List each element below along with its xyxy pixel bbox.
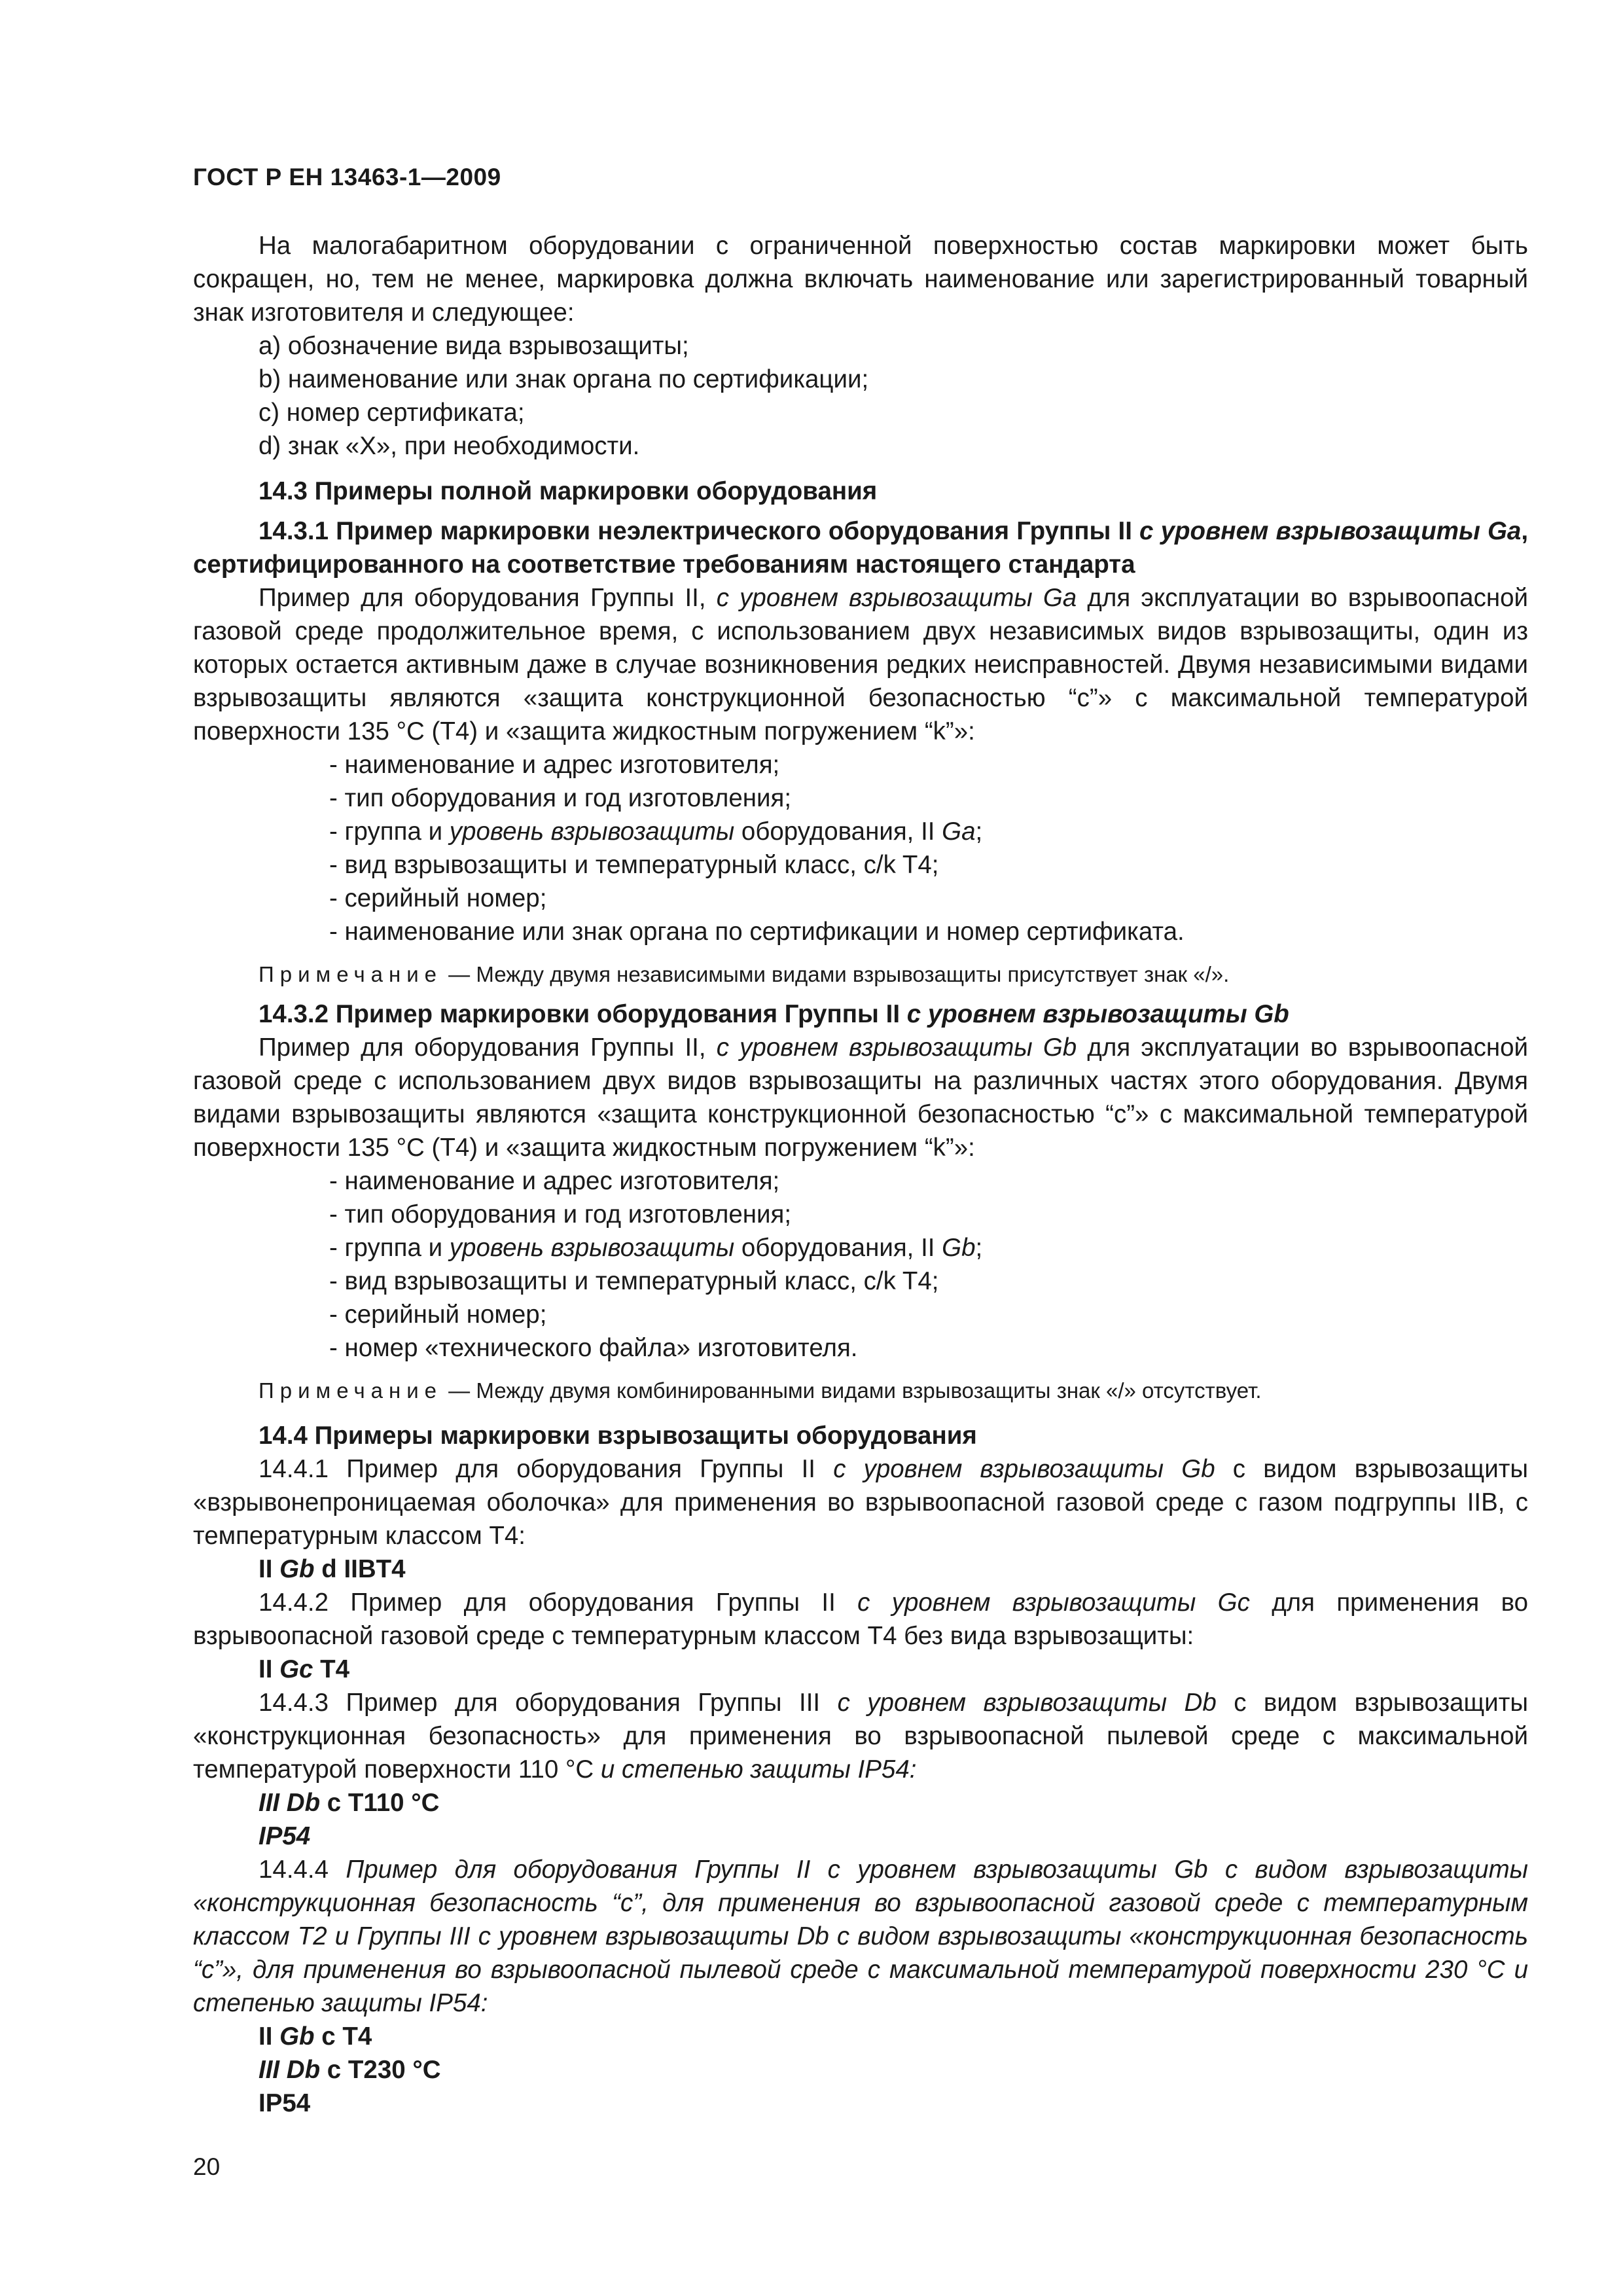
document-header: ГОСТ Р ЕН 13463-1—2009 <box>193 164 501 190</box>
section-heading-14-3-2: 14.3.2 Пример маркировки оборудования Группы II с уровнем взрывозащиты Gb <box>259 1000 1289 1028</box>
dash-item: - номер «технического файла» изготовителя. <box>329 1334 858 1362</box>
marking-line: III Db c T110 °C <box>259 1789 440 1817</box>
document-body <box>193 229 1528 2120</box>
section-heading-14-3: 14.3 Примеры полной маркировки оборудования <box>259 477 878 505</box>
intro-list-item: d) знак «X», при необходимости. <box>259 432 640 460</box>
example-14-4-3: 14.4.3 Пример для оборудования Группы III с уровнем взрывозащиты Db с видом взрывозащиты «конструкционная безопасность» для применения во взрывоопасной пылевой среде с максимальной температурой поверхности 110 °С и степенью защиты IP54: <box>193 1689 1528 1784</box>
dash-item: - группа и уровень взрывозащиты оборудования, II Ga; <box>329 817 983 846</box>
page-number: 20 <box>193 2153 221 2180</box>
example-14-4-4: 14.4.4 Пример для оборудования Группы II с уровнем взрывозащиты Gb с видом взрывозащиты «конструкционная безопасность “c”, для применения во взрывоопасной газовой среде с температурным классом T2 и Группы III с уровнем взрывозащиты Db с видом взрывозащиты «конструкционная безопасность “c”», для применения во взрывоопасной пылевой среде с максимальной температурой поверхности 230 °С и степенью защиты IP54: <box>193 1856 1528 2017</box>
dash-item: - тип оборудования и год изготовления; <box>329 784 792 812</box>
intro-paragraph: На малогабаритном оборудовании с ограниченной поверхностью состав маркировки может быть сокращен, но, тем не менее, маркировка должна включать наименование или зарегистрированный товарный знак изготовителя и следующее: <box>193 232 1528 327</box>
dash-item: - группа и уровень взрывозащиты оборудования, II Gb; <box>329 1234 983 1262</box>
dash-item: - наименование и адрес изготовителя; <box>329 751 780 779</box>
note-14-3-2: Примечание — Между двумя комбинированными видами взрывозащиты знак «/» отсутствует. <box>259 1378 1262 1403</box>
marking-line: IP54 <box>259 1822 311 1850</box>
paragraph-14-3-1: Пример для оборудования Группы II, с уровнем взрывозащиты Ga для эксплуатации во взрывоопасной газовой среде продолжительное время, с использованием двух независимых видов взрывозащиты, один из которых остается активным даже в случае возникновения редких неисправностей. Двумя независимыми видами взрывозащиты являются «защита конструкционной безопасностью “c”» с максимальной температурой поверхности 135 °С (Т4) и «защита жидкостным погружением “k”»: <box>193 584 1529 745</box>
marking-line: III Db c T230 °C <box>259 2056 441 2084</box>
marking-line: II Gc T4 <box>259 1655 350 1683</box>
example-14-4-2: 14.4.2 Пример для оборудования Группы II с уровнем взрывозащиты Gc для применения во взрывоопасной газовой среде с температурным классом Т4 без вида взрывозащиты: <box>193 1588 1529 1650</box>
marking-line: II Gb d IIBT4 <box>259 1555 406 1583</box>
section-heading-14-3-1: 14.3.1 Пример маркировки неэлектрического оборудования Группы II с уровнем взрывозащиты Ga, сертифицированного на соответствие требованиям настоящего стандарта <box>193 517 1529 579</box>
paragraph-14-3-2: Пример для оборудования Группы II, с уровнем взрывозащиты Gb для эксплуатации во взрывоопасной газовой среде с использованием двух видов взрывозащиты на различных частях этого оборудования. Двумя видами взрывозащиты являются «защита конструкционной безопасностью “c”» с максимальной температурой поверхности 135 °С (Т4) и «защита жидкостным погружением “k”»: <box>193 1033 1529 1162</box>
dash-item: - тип оборудования и год изготовления; <box>329 1200 792 1229</box>
dash-item: - серийный номер; <box>329 884 547 912</box>
dash-item: - вид взрывозащиты и температурный класс, c/k T4; <box>329 1267 939 1295</box>
dash-item: - наименование или знак органа по сертификации и номер сертификата. <box>329 918 1185 946</box>
intro-list-item: c) номер сертификата; <box>259 399 525 427</box>
example-14-4-1: 14.4.1 Пример для оборудования Группы II с уровнем взрывозащиты Gb с видом взрывозащиты «взрывонепроницаемая оболочка» для применения во взрывоопасной газовой среде с газом подгруппы IIB, с температурным классом Т4: <box>193 1455 1529 1550</box>
intro-list-item: b) наименование или знак органа по сертификации; <box>259 365 869 393</box>
dash-item: - наименование и адрес изготовителя; <box>329 1167 780 1195</box>
dash-item: - серийный номер; <box>329 1300 547 1329</box>
section-heading-14-4: 14.4 Примеры маркировки взрывозащиты оборудования <box>259 1422 977 1450</box>
dash-item: - вид взрывозащиты и температурный класс, c/k T4; <box>329 851 939 879</box>
intro-list-item: a) обозначение вида взрывозащиты; <box>259 332 689 360</box>
marking-line: IP54 <box>259 2089 311 2117</box>
note-14-3-1: Примечание — Между двумя независимыми видами взрывозащиты присутствует знак «/». <box>259 962 1230 986</box>
marking-line: II Gb c T4 <box>259 2022 372 2051</box>
